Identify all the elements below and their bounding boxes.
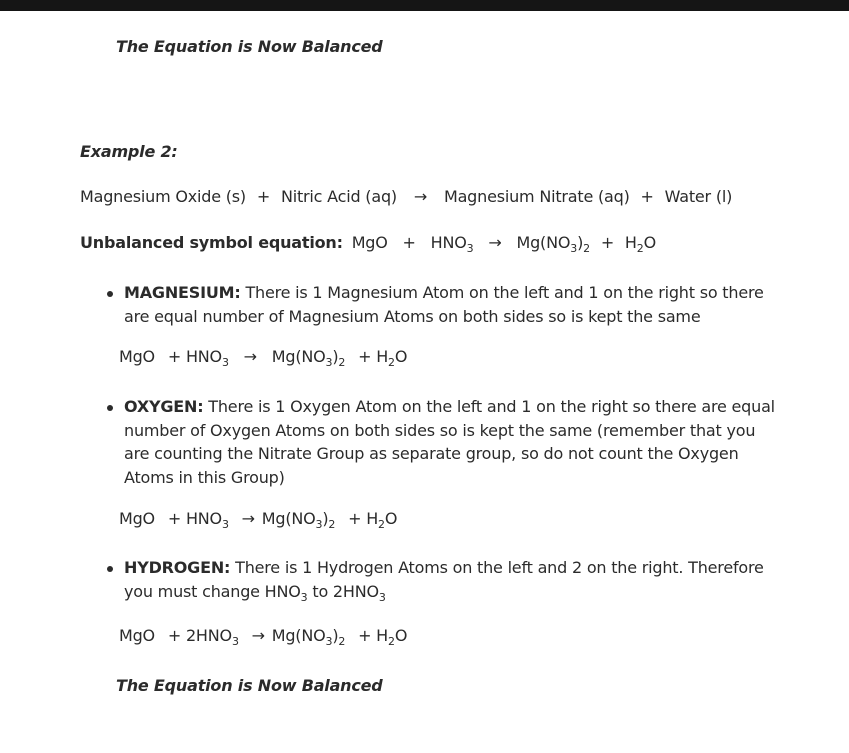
product-1: Magnesium Nitrate (aq) <box>443 187 630 206</box>
reactant-1: Magnesium Oxide (s) <box>80 187 246 206</box>
equation-step-3: MgO + $2HNO_3 \to Mg(NO_3)_2 + H_2O$ <box>119 626 408 648</box>
bullet-point <box>107 405 113 411</box>
bullet-point <box>107 566 113 572</box>
bullet-text: There is 1 Oxygen Atom on the left and 1 on the right so there are equal number of Oxygen Atoms on both sides so is kept the same (remember that you are counting the Nitrate Group as separate group, so do not count the Oxygen Atoms in this Group) <box>124 397 775 487</box>
bullet-point <box>107 291 113 297</box>
unbalanced-equation <box>80 233 656 253</box>
bullet-magnesium <box>124 281 784 328</box>
unbalanced-label: Unbalanced symbol equation: <box>80 233 343 252</box>
formula-h2o: $H_2O$ <box>624 233 656 255</box>
bullet-label: HYDROGEN: <box>124 558 231 577</box>
bullet-text: There is 1 Hydrogen Atoms on the left and 2 on the right. Therefore you must change HNO <box>124 558 764 601</box>
bullet-oxygen <box>124 395 784 489</box>
reactant-2: Nitric Acid (aq) <box>280 187 397 206</box>
plus-sign: + <box>600 233 615 252</box>
equation-step-1: MgO + $HNO_3 \to Mg(NO_3)_2 + H_2O$ <box>119 347 408 369</box>
arrow: → <box>243 347 257 366</box>
arrow: → <box>488 233 502 252</box>
formula-mgo: MgO <box>351 233 388 252</box>
bullet-label: MAGNESIUM: <box>124 283 241 302</box>
plus-sign: + <box>256 187 271 206</box>
equation-step-2: MgO + $HNO_3 \to Mg(NO_3)_2 + H_2O$ <box>119 509 398 531</box>
plus-sign: + <box>402 233 416 252</box>
top-bar <box>0 0 849 11</box>
word-equation <box>80 187 732 207</box>
bullet-hydrogen: HYDROGEN: There is 1 Hydrogen Atoms on the left and 2 on the right. Therefore you must change $HNO_3$ to $2HNO_3$ <box>124 558 764 604</box>
balanced-note-top: The Equation is Now Balanced <box>116 37 383 56</box>
example-heading: Example 2: <box>80 142 178 161</box>
arrow: → <box>251 626 265 645</box>
arrow: → <box>413 187 428 206</box>
formula-mg-no3-2: $Mg(NO_3)_2$ <box>516 233 590 255</box>
balanced-note-bottom: The Equation is Now Balanced <box>116 676 383 695</box>
bullet-text: There is 1 Magnesium Atom on the left and 1 on the right so there are equal number of Magnesium Atoms on both sides so is kept the same <box>124 283 764 326</box>
plus-sign: + <box>640 187 654 206</box>
arrow: → <box>241 509 255 528</box>
formula-hno3: $HNO_3$ <box>430 233 474 255</box>
product-2: Water (l) <box>664 187 733 206</box>
bullet-label: OXYGEN: <box>124 397 204 416</box>
